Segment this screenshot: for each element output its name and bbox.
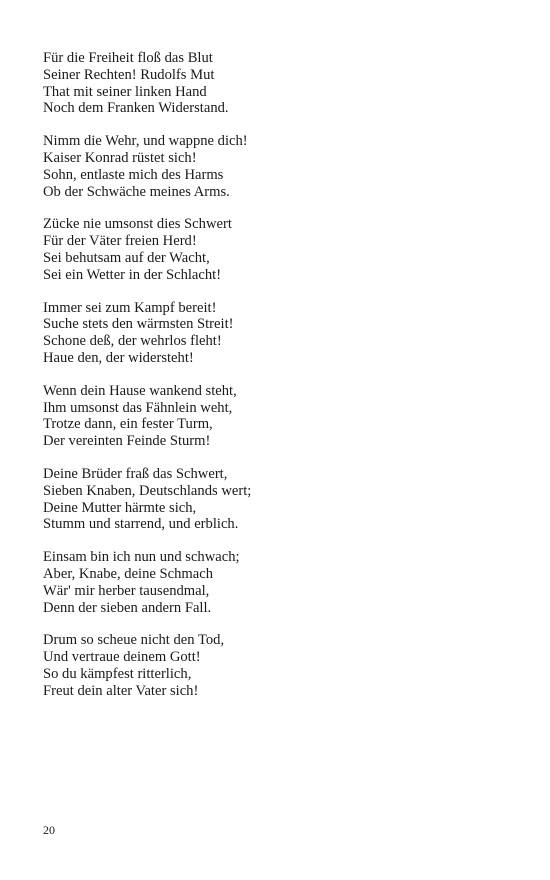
poem-line: Sei ein Wetter in der Schlacht!	[43, 266, 222, 283]
poem-line: Drum so scheue nicht den Tod,	[43, 632, 225, 649]
page-number: 20	[43, 823, 55, 837]
stanza-7	[43, 549, 523, 616]
poem-line: Wär' mir herber tausendmal,	[43, 582, 210, 599]
stanza-3	[43, 216, 523, 283]
stanza-2	[43, 133, 523, 200]
poem-line: Trotze dann, ein fester Turm,	[43, 416, 213, 433]
poem-line: That mit seiner linken Hand	[43, 83, 207, 100]
poem-line: Seiner Rechten! Rudolfs Mut	[43, 66, 215, 83]
poem-line: Für der Väter freien Herd!	[43, 233, 197, 250]
poem-line: Deine Mutter härmte sich,	[43, 499, 197, 516]
poem-line: Aber, Knabe, deine Schmach	[43, 565, 214, 582]
stanza-5	[43, 383, 523, 450]
poem-line: Kaiser Konrad rüstet sich!	[43, 149, 197, 166]
poem-line: Wenn dein Hause wankend steht,	[43, 382, 237, 399]
stanza-1	[43, 50, 523, 117]
poem-line: Deine Brüder fraß das Schwert,	[43, 465, 228, 482]
poem-line: Noch dem Franken Widerstand.	[43, 100, 229, 117]
poem-line: Stumm und starrend, und erblich.	[43, 516, 239, 533]
poem-line: Ob der Schwäche meines Arms.	[43, 183, 230, 200]
poem-line: Schone deß, der wehrlos fleht!	[43, 333, 222, 350]
poem-line: Der vereinten Feinde Sturm!	[43, 433, 211, 450]
poem-line: Sohn, entlaste mich des Harms	[43, 166, 224, 183]
poem-line: Nimm die Wehr, und wappne dich!	[43, 133, 248, 150]
poem-line: Ihm umsonst das Fähnlein weht,	[43, 399, 233, 416]
poem-line: Für die Freiheit floß das Blut	[43, 50, 213, 66]
poem-line: Sieben Knaben, Deutschlands wert;	[43, 482, 252, 499]
poem-text	[43, 50, 523, 716]
poem-line: Und vertraue deinem Gott!	[43, 649, 201, 666]
stanza-6	[43, 466, 523, 533]
poem-line: Zücke nie umsonst dies Schwert	[43, 216, 232, 233]
poem-line: Einsam bin ich nun und schwach;	[43, 549, 240, 566]
stanza-8	[43, 632, 523, 699]
poem-line: Haue den, der widersteht!	[43, 349, 194, 366]
poem-line: Freut dein alter Vater sich!	[43, 682, 199, 699]
poem-line: So du kämpfest ritterlich,	[43, 665, 192, 682]
poem-line: Sei behutsam auf der Wacht,	[43, 249, 210, 266]
poem-line: Denn der sieben andern Fall.	[43, 599, 212, 616]
poem-line: Immer sei zum Kampf bereit!	[43, 299, 217, 316]
poem-line: Suche stets den wärmsten Streit!	[43, 316, 234, 333]
stanza-4	[43, 300, 523, 367]
